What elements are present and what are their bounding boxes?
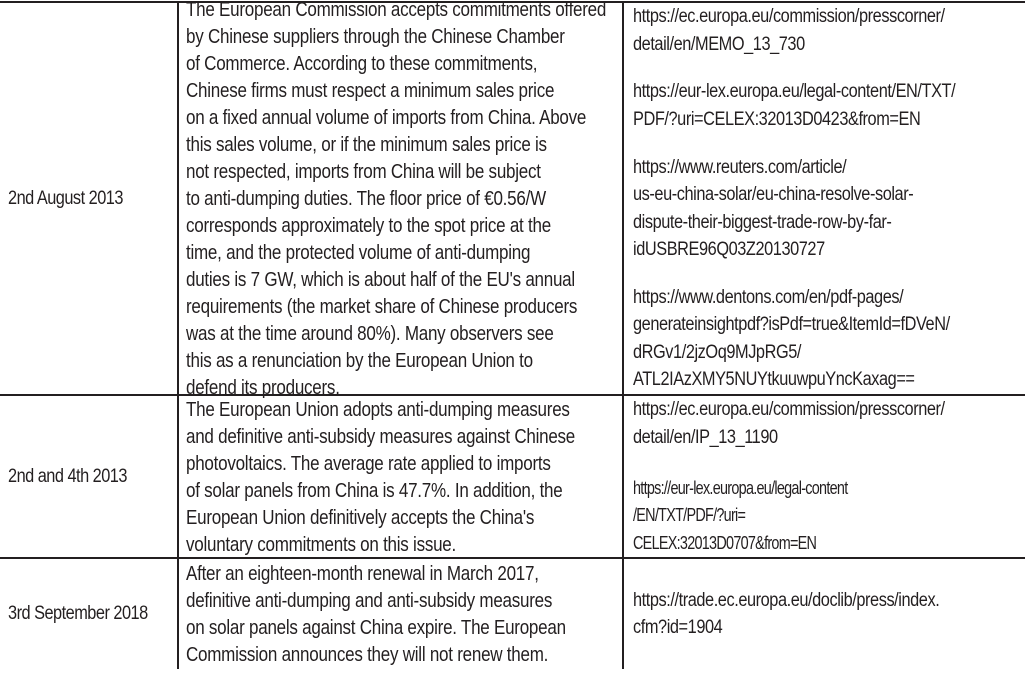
spacer bbox=[633, 451, 1025, 475]
event-description: The European Union adopts anti-dumping measures and definitive anti-subsidy measures against Chinese photovoltaics. The average rate applied to imports of solar panels from China is 47.7%. In addition, the European Union definitively accepts the China's voluntary commitments on this issue. bbox=[186, 397, 576, 556]
events-table bbox=[0, 1, 1025, 669]
source-link[interactable]: https://eur-lex.europa.eu/legal-content /EN/TXT/PDF/?uri= CELEX:32013D0707&from=EN bbox=[633, 477, 848, 553]
source-link[interactable]: https://www.reuters.com/article/ us-eu-china-solar/eu-china-resolve-solar- dispute-their-biggest-trade-row-by-far- idUSBRE96Q03Z20130727 bbox=[633, 156, 914, 261]
source-link[interactable]: https://eur-lex.europa.eu/legal-content/EN/TXT/ PDF/?uri=CELEX:32013D0423&from=EN bbox=[633, 81, 956, 130]
date-cell bbox=[0, 3, 179, 394]
event-description: After an eighteen-month renewal in March 2017, definitive anti-dumping and anti-subsidy measures on solar panels against China expire. The European Commission announces they will not renew them. bbox=[186, 562, 566, 666]
spacer bbox=[633, 133, 1025, 153]
description-cell bbox=[179, 396, 624, 557]
description-cell bbox=[179, 0, 624, 399]
event-date: 2nd and 4th 2013 bbox=[8, 465, 127, 487]
event-date: 3rd September 2018 bbox=[8, 603, 148, 624]
sources-cell bbox=[624, 559, 1025, 669]
event-description: The European Commission accepts commitments offered by Chinese suppliers through the Chinese Chamber of Commerce. According to these commitments, Chinese firms must respect a minimum sales price on a fixed annual volume of imports from China. Above this sales volume, or if the minimum sales price is not respected, imports from China will be subject to anti-dumping duties. The floor price of €0.56/W corresponds approximately to the spot price at the time, and the protected volume of anti-dumping duties is 7 GW, which is about half of the EU's annual requirements (the market share of Chinese producers was at the time around 80%). Many observers see this as a renunciation by the European Union to defend its producers. bbox=[186, 0, 607, 399]
spacer bbox=[633, 58, 1025, 78]
source-link[interactable]: https://trade.ec.europa.eu/doclib/press/index. cfm?id=1904 bbox=[633, 589, 940, 638]
date-cell bbox=[0, 396, 179, 557]
source-link[interactable]: https://ec.europa.eu/commission/presscorner/ detail/en/IP_13_1190 bbox=[633, 399, 945, 448]
event-date: 2nd August 2013 bbox=[8, 187, 123, 209]
sources-cell bbox=[624, 396, 1025, 557]
table-row bbox=[0, 559, 1025, 669]
table-row bbox=[0, 396, 1025, 559]
date-cell bbox=[0, 559, 179, 669]
sources-cell bbox=[624, 3, 1025, 394]
spacer bbox=[633, 264, 1025, 284]
source-link[interactable]: https://ec.europa.eu/commission/presscorner/ detail/en/MEMO_13_730 bbox=[633, 6, 945, 55]
description-cell bbox=[179, 559, 624, 669]
source-link[interactable]: https://www.dentons.com/en/pdf-pages/ generateinsightpdf?isPdf=true&ItemId=fDVeN/ dRGv1/2jzOq9MJpRG5/ ATL2IAzXMY5NUYtkuuwpuYncKaxag== bbox=[633, 286, 950, 391]
